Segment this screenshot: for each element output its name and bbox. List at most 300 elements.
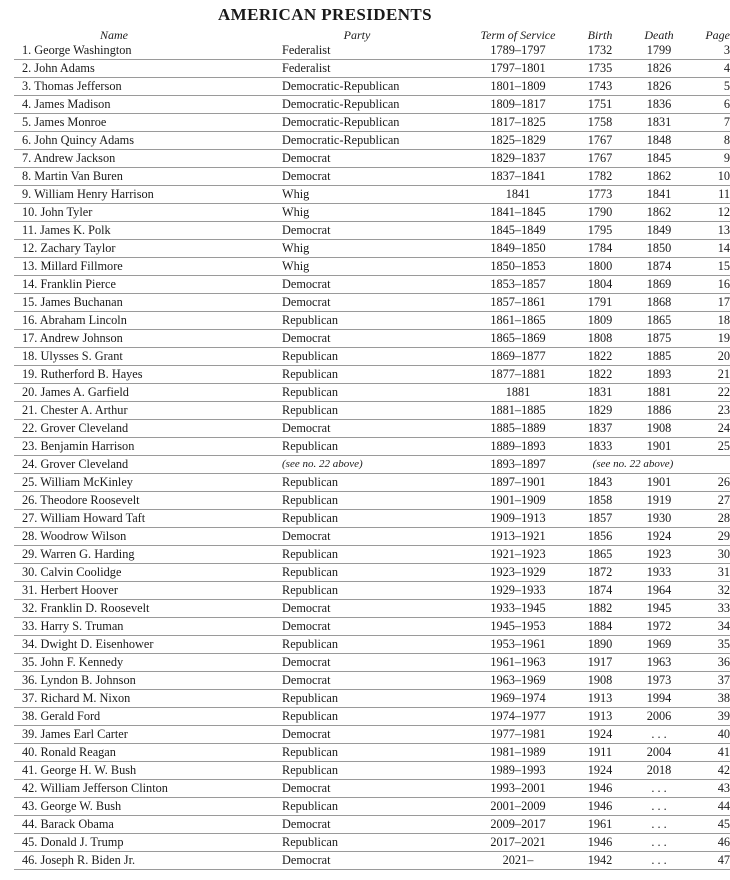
president-name: 19. Rutherford B. Hayes [14,366,282,384]
death-cell: . . . [626,780,692,798]
party-cell: Whig [282,204,462,222]
table-row [14,312,730,330]
table-row [14,78,730,96]
table-row [14,258,730,276]
page-cell: 13 [692,222,730,240]
party-cell: Federalist [282,42,462,60]
president-name: 18. Ulysses S. Grant [14,348,282,366]
party-cell: Republican [282,510,462,528]
table-row [14,240,730,258]
president-name: 2. John Adams [14,60,282,78]
president-name: 36. Lyndon B. Johnson [14,672,282,690]
page-cell: 44 [692,798,730,816]
party-cell: Democratic-Republican [282,114,462,132]
party-cell: Democratic-Republican [282,132,462,150]
term-cell: 1817–1825 [462,114,574,132]
term-cell: 1809–1817 [462,96,574,114]
president-name: 10. John Tyler [14,204,282,222]
party-cell: Republican [282,474,462,492]
party-cell: Republican [282,762,462,780]
term-cell: 1845–1849 [462,222,574,240]
party-cell: Republican [282,582,462,600]
page-cell: 8 [692,132,730,150]
party-cell: Republican [282,834,462,852]
birth-cell: 1758 [574,114,626,132]
president-name: 5. James Monroe [14,114,282,132]
table-row [14,348,730,366]
president-name: 22. Grover Cleveland [14,420,282,438]
death-cell: 1869 [626,276,692,294]
term-cell: 1913–1921 [462,528,574,546]
birth-cell: 1917 [574,654,626,672]
term-cell: 1849–1850 [462,240,574,258]
page-cell: 28 [692,510,730,528]
party-cell: Whig [282,240,462,258]
term-cell: 1921–1923 [462,546,574,564]
birth-cell: 1743 [574,78,626,96]
page-cell: 10 [692,168,730,186]
term-cell: 1853–1857 [462,276,574,294]
death-cell: 1930 [626,510,692,528]
party-cell: Republican [282,636,462,654]
table-row [14,384,730,402]
party-cell: Democrat [282,618,462,636]
party-cell: Republican [282,798,462,816]
president-name: 17. Andrew Johnson [14,330,282,348]
birth-cell: 1804 [574,276,626,294]
table-row [14,60,730,78]
president-name: 3. Thomas Jefferson [14,78,282,96]
party-cell: (see no. 22 above) [282,456,462,474]
party-cell: Republican [282,438,462,456]
birth-cell: 1843 [574,474,626,492]
death-cell: 1826 [626,78,692,96]
page-cell: 15 [692,258,730,276]
table-row [14,726,730,744]
president-name: 8. Martin Van Buren [14,168,282,186]
page-cell: 33 [692,600,730,618]
term-cell: 1861–1865 [462,312,574,330]
party-cell: Democrat [282,654,462,672]
death-cell: 2018 [626,762,692,780]
birth-cell: 1735 [574,60,626,78]
table-row [14,654,730,672]
death-cell: 1841 [626,186,692,204]
death-cell: 1933 [626,564,692,582]
term-cell: 1841–1845 [462,204,574,222]
death-cell: . . . [626,852,692,870]
death-cell: 1868 [626,294,692,312]
president-name: 27. William Howard Taft [14,510,282,528]
party-cell: Democratic-Republican [282,96,462,114]
term-cell: 1865–1869 [462,330,574,348]
term-cell: 1977–1981 [462,726,574,744]
birth-cell: 1784 [574,240,626,258]
see-above-note: (see no. 22 above) [574,456,692,474]
table-row [14,204,730,222]
table-row [14,798,730,816]
president-name: 13. Millard Fillmore [14,258,282,276]
page-cell: 11 [692,186,730,204]
president-name: 37. Richard M. Nixon [14,690,282,708]
death-cell: 2006 [626,708,692,726]
page-cell: 40 [692,726,730,744]
term-cell: 1825–1829 [462,132,574,150]
term-cell: 2021– [462,852,574,870]
death-cell: 1848 [626,132,692,150]
page-cell: 46 [692,834,730,852]
death-cell: 1893 [626,366,692,384]
term-cell: 1981–1989 [462,744,574,762]
death-cell: 1881 [626,384,692,402]
page-cell: 35 [692,636,730,654]
table-row [14,816,730,834]
birth-cell: 1911 [574,744,626,762]
president-name: 21. Chester A. Arthur [14,402,282,420]
birth-cell: 1857 [574,510,626,528]
president-name: 40. Ronald Reagan [14,744,282,762]
table-row [14,366,730,384]
death-cell: 1969 [626,636,692,654]
table-row [14,600,730,618]
term-cell: 1881–1885 [462,402,574,420]
term-cell: 1897–1901 [462,474,574,492]
term-cell: 1797–1801 [462,60,574,78]
page-cell: 42 [692,762,730,780]
president-name: 24. Grover Cleveland [14,456,282,474]
table-row [14,114,730,132]
birth-cell: 1791 [574,294,626,312]
table-row [14,456,730,474]
term-cell: 1974–1977 [462,708,574,726]
column-header-party: Party [343,28,371,42]
birth-cell: 1874 [574,582,626,600]
page-cell: 9 [692,150,730,168]
death-cell: 1862 [626,204,692,222]
column-header-birth: Birth [587,28,613,42]
president-name: 42. William Jefferson Clinton [14,780,282,798]
party-cell: Republican [282,384,462,402]
column-header-term: Term of Service [480,28,556,42]
term-cell: 1901–1909 [462,492,574,510]
term-cell: 1789–1797 [462,42,574,60]
death-cell: 1831 [626,114,692,132]
party-cell: Democrat [282,816,462,834]
president-name: 38. Gerald Ford [14,708,282,726]
birth-cell: 1872 [574,564,626,582]
table-row [14,168,730,186]
term-cell: 1933–1945 [462,600,574,618]
death-cell: . . . [626,816,692,834]
page-cell: 38 [692,690,730,708]
death-cell: 1973 [626,672,692,690]
table-row [14,474,730,492]
death-cell: . . . [626,726,692,744]
death-cell: 1826 [626,60,692,78]
death-cell: 1945 [626,600,692,618]
death-cell: 1972 [626,618,692,636]
party-cell: Republican [282,708,462,726]
birth-cell: 1751 [574,96,626,114]
term-cell: 2017–2021 [462,834,574,852]
presidents-table [14,26,730,870]
table-row [14,582,730,600]
table-row [14,438,730,456]
death-cell: 1908 [626,420,692,438]
party-cell: Whig [282,186,462,204]
death-cell: 1850 [626,240,692,258]
president-name: 30. Calvin Coolidge [14,564,282,582]
term-cell: 1989–1993 [462,762,574,780]
page-cell: 37 [692,672,730,690]
table-row [14,834,730,852]
birth-cell: 1924 [574,726,626,744]
party-cell: Federalist [282,60,462,78]
birth-cell: 1882 [574,600,626,618]
president-name: 7. Andrew Jackson [14,150,282,168]
birth-cell: 1829 [574,402,626,420]
birth-cell: 1822 [574,348,626,366]
table-row [14,708,730,726]
president-name: 15. James Buchanan [14,294,282,312]
president-name: 35. John F. Kennedy [14,654,282,672]
page-cell: 22 [692,384,730,402]
birth-cell: 1782 [574,168,626,186]
birth-cell: 1924 [574,762,626,780]
party-cell: Democrat [282,420,462,438]
page-cell: 21 [692,366,730,384]
page-cell: 24 [692,420,730,438]
page-cell: 7 [692,114,730,132]
term-cell: 1969–1974 [462,690,574,708]
president-name: 9. William Henry Harrison [14,186,282,204]
table-row [14,330,730,348]
term-cell: 1961–1963 [462,654,574,672]
birth-cell: 1890 [574,636,626,654]
birth-cell: 1946 [574,834,626,852]
president-name: 39. James Earl Carter [14,726,282,744]
table-row [14,42,730,60]
term-cell: 1801–1809 [462,78,574,96]
term-cell: 1885–1889 [462,420,574,438]
page-cell: 16 [692,276,730,294]
table-row [14,492,730,510]
birth-cell: 1732 [574,42,626,60]
death-cell: 1923 [626,546,692,564]
death-cell: 1845 [626,150,692,168]
president-name: 34. Dwight D. Eisenhower [14,636,282,654]
column-header-page: Page [705,28,730,42]
president-name: 45. Donald J. Trump [14,834,282,852]
page-cell: 17 [692,294,730,312]
death-cell: 1994 [626,690,692,708]
death-cell: 1964 [626,582,692,600]
page-cell: 19 [692,330,730,348]
page-cell: 32 [692,582,730,600]
president-name: 44. Barack Obama [14,816,282,834]
table-row [14,636,730,654]
page-cell: 30 [692,546,730,564]
term-cell: 1837–1841 [462,168,574,186]
term-cell: 1829–1837 [462,150,574,168]
party-cell: Democrat [282,600,462,618]
page-title: AMERICAN PRESIDENTS [218,5,432,24]
birth-cell: 1822 [574,366,626,384]
page-cell: 4 [692,60,730,78]
party-cell: Democrat [282,726,462,744]
party-cell: Democrat [282,276,462,294]
birth-cell: 1856 [574,528,626,546]
page-cell: 47 [692,852,730,870]
president-name: 6. John Quincy Adams [14,132,282,150]
party-cell: Republican [282,348,462,366]
death-cell: . . . [626,798,692,816]
party-cell: Republican [282,564,462,582]
birth-cell: 1833 [574,438,626,456]
header-row [14,26,730,42]
president-name: 14. Franklin Pierce [14,276,282,294]
page-cell: 23 [692,402,730,420]
table-row [14,852,730,870]
death-cell: 1901 [626,474,692,492]
birth-cell: 1913 [574,690,626,708]
term-cell: 1889–1893 [462,438,574,456]
party-cell: Democratic-Republican [282,78,462,96]
birth-cell: 1946 [574,780,626,798]
death-cell: 1963 [626,654,692,672]
birth-cell: 1831 [574,384,626,402]
table-row [14,528,730,546]
president-name: 11. James K. Polk [14,222,282,240]
page-cell: 18 [692,312,730,330]
birth-cell: 1767 [574,132,626,150]
death-cell: 1799 [626,42,692,60]
table-row [14,672,730,690]
president-name: 25. William McKinley [14,474,282,492]
birth-cell: 1773 [574,186,626,204]
death-cell: . . . [626,834,692,852]
term-cell: 1841 [462,186,574,204]
table-row [14,132,730,150]
president-name: 41. George H. W. Bush [14,762,282,780]
term-cell: 1857–1861 [462,294,574,312]
death-cell: 1862 [626,168,692,186]
president-name: 1. George Washington [14,42,282,60]
president-name: 23. Benjamin Harrison [14,438,282,456]
term-cell: 1923–1929 [462,564,574,582]
death-cell: 1919 [626,492,692,510]
term-cell: 1869–1877 [462,348,574,366]
page-cell: 27 [692,492,730,510]
page-cell: 12 [692,204,730,222]
party-cell: Democrat [282,168,462,186]
death-cell: 1875 [626,330,692,348]
term-cell: 1877–1881 [462,366,574,384]
term-cell: 1929–1933 [462,582,574,600]
party-cell: Republican [282,690,462,708]
page-cell: 20 [692,348,730,366]
page-cell: 26 [692,474,730,492]
page-cell: 14 [692,240,730,258]
party-cell: Republican [282,744,462,762]
death-cell: 1849 [626,222,692,240]
birth-cell: 1913 [574,708,626,726]
table-row [14,222,730,240]
party-cell: Democrat [282,294,462,312]
party-cell: Republican [282,492,462,510]
page-cell: 36 [692,654,730,672]
death-cell: 1886 [626,402,692,420]
birth-cell: 1865 [574,546,626,564]
term-cell: 1881 [462,384,574,402]
table-row [14,618,730,636]
birth-cell: 1767 [574,150,626,168]
president-name: 31. Herbert Hoover [14,582,282,600]
page-cell: 5 [692,78,730,96]
birth-cell: 1795 [574,222,626,240]
party-cell: Democrat [282,222,462,240]
president-name: 16. Abraham Lincoln [14,312,282,330]
president-name: 33. Harry S. Truman [14,618,282,636]
table-row [14,402,730,420]
birth-cell: 1884 [574,618,626,636]
page-cell: 41 [692,744,730,762]
death-cell: 2004 [626,744,692,762]
term-cell: 1963–1969 [462,672,574,690]
table-row [14,186,730,204]
death-cell: 1836 [626,96,692,114]
death-cell: 1924 [626,528,692,546]
death-cell: 1874 [626,258,692,276]
president-name: 29. Warren G. Harding [14,546,282,564]
table-row [14,744,730,762]
page-cell: 39 [692,708,730,726]
party-cell: Republican [282,366,462,384]
party-cell: Whig [282,258,462,276]
table-row [14,762,730,780]
term-cell: 1850–1853 [462,258,574,276]
death-cell: 1885 [626,348,692,366]
party-cell: Democrat [282,672,462,690]
party-cell: Democrat [282,150,462,168]
president-name: 28. Woodrow Wilson [14,528,282,546]
term-cell: 2001–2009 [462,798,574,816]
president-name: 32. Franklin D. Roosevelt [14,600,282,618]
table-row [14,276,730,294]
table-row [14,780,730,798]
table-row [14,564,730,582]
birth-cell: 1946 [574,798,626,816]
page-cell: 6 [692,96,730,114]
page-cell: 31 [692,564,730,582]
page-cell: 25 [692,438,730,456]
birth-cell: 1800 [574,258,626,276]
column-header-death: Death [644,28,674,42]
page-cell [692,456,730,474]
president-name: 46. Joseph R. Biden Jr. [14,852,282,870]
birth-cell: 1837 [574,420,626,438]
birth-cell: 1790 [574,204,626,222]
term-cell: 2009–2017 [462,816,574,834]
birth-cell: 1809 [574,312,626,330]
table-row [14,150,730,168]
page-cell: 43 [692,780,730,798]
party-cell: Democrat [282,852,462,870]
death-cell: 1901 [626,438,692,456]
president-name: 26. Theodore Roosevelt [14,492,282,510]
table-row [14,510,730,528]
term-cell: 1893–1897 [462,456,574,474]
